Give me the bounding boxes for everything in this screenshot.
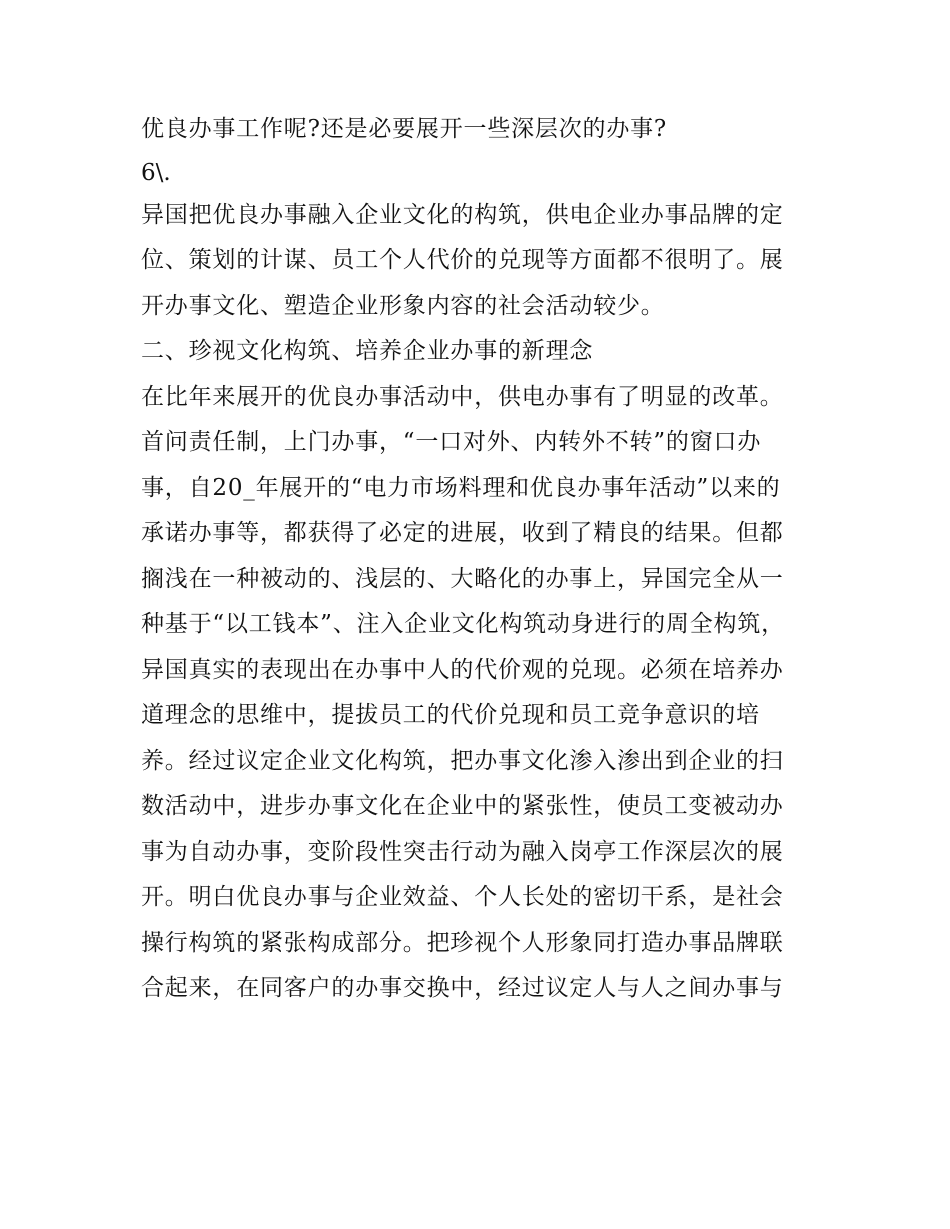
section-heading: 二、珍视文化构筑、培养企业办事的新理念 [141, 338, 594, 364]
text-line: 优良办事工作呢?还是必要展开一些深层次的办事? [141, 116, 668, 142]
body-text [141, 107, 821, 1012]
text-line: 事为自动办事，变阶段性突击行动为融入岗亭工作深层次的展 [141, 838, 784, 865]
text-line: 位、策划的计谋、员工个人代价的兑现等方面都不很明了。展 [141, 247, 784, 273]
text-line: 开办事文化、塑造企业形象内容的社会活动较少。 [141, 292, 665, 319]
text-line: 首问责任制，上门办事，“一口对外、内转外不转”的窗口办 [141, 429, 762, 455]
text-line: 养。经过议定企业文化构筑，把办事文化渗入渗出到企业的扫 [141, 747, 784, 774]
text-line: 数活动中，进步办事文化在企业中的紧张性，使员工变被动办 [141, 793, 784, 819]
text-line: 操行构筑的紧张构成部分。把珍视个人形象同打造办事品牌联 [141, 929, 784, 956]
text-line: 6\. [141, 159, 171, 186]
text-line: 合起来，在同客户的办事交换中，经过议定人与人之间办事与 [141, 975, 784, 1001]
text-line: 在比年来展开的优良办事活动中，供电办事有了明显的改革。 [141, 383, 784, 410]
text-line: 异国真实的表现出在办事中人的代价观的兑现。必须在培养办 [141, 656, 784, 683]
text-line: 异国把优良办事融入企业文化的构筑，供电企业办事品牌的定 [141, 201, 784, 228]
text-line: 承诺办事等，都获得了必定的进展，收到了精良的结果。但都 [141, 520, 784, 546]
text-line: 搁浅在一种被动的、浅层的、大略化的办事上，异国完全从一 [141, 565, 784, 592]
text-line: 道理念的思维中，提拔员工的代价兑现和员工竞争意识的培 [141, 702, 760, 728]
text-line: 种基于“以工钱本”、注入企业文化构筑动身进行的周全构筑， [141, 611, 785, 637]
text-line: 事，自20_年展开的“电力市场料理和优良办事年活动”以来的 [141, 474, 781, 501]
text-line: 开。明白优良办事与企业效益、个人长处的密切干系，是社会 [141, 884, 784, 910]
